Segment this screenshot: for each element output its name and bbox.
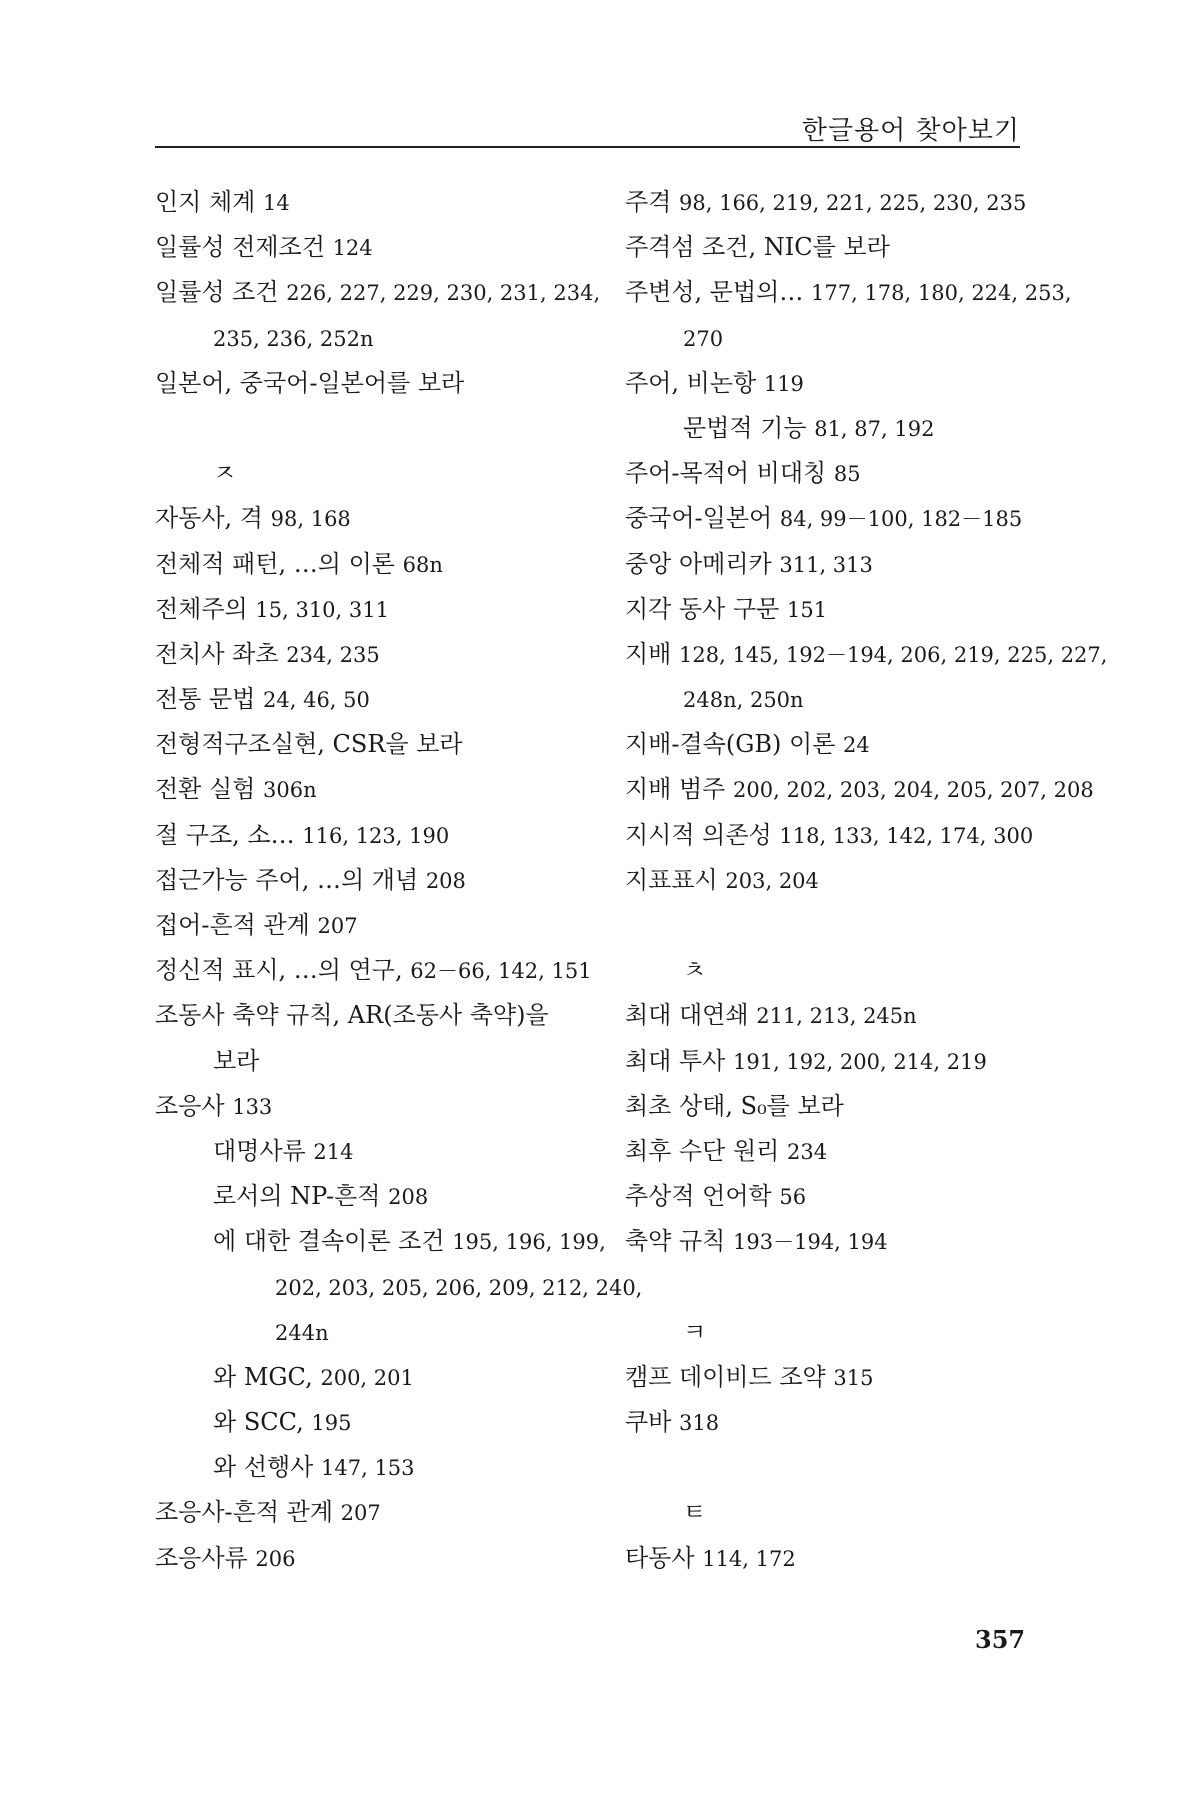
index-page-refs: 248n, 250n [683, 688, 804, 713]
index-entry [155, 1445, 595, 1490]
index-entry [155, 1490, 595, 1535]
index-page-refs: 24, 46, 50 [263, 688, 370, 713]
index-page-refs: 24 [843, 733, 870, 758]
index-term: 최초 상태, S₀를 보라 [625, 1091, 844, 1120]
index-term: 로서의 NP-흔적 [213, 1182, 381, 1211]
index-page-refs: 128, 145, 192－194, 206, 219, 225, 227, [679, 642, 1108, 667]
index-term: 문법적 기능 [683, 413, 807, 442]
index-page-refs: 244n [275, 1320, 329, 1345]
index-entry [155, 767, 595, 812]
index-term: 주격 [625, 188, 672, 216]
index-entry-continuation [625, 677, 1055, 722]
index-page-refs: 306n [263, 778, 317, 803]
index-page-refs: 207 [317, 914, 358, 938]
index-entry [155, 225, 595, 270]
index-entry [625, 1355, 1055, 1400]
index-term: 조응사-흔적 관계 [155, 1498, 334, 1527]
index-entry [625, 632, 1108, 677]
index-page-refs: 98, 168 [270, 507, 351, 532]
index-page-refs: 195 [311, 1411, 352, 1436]
index-term: 와 MGC, [213, 1362, 313, 1391]
index-entry [625, 406, 1055, 451]
index-term: 지표표시 [625, 865, 718, 894]
index-entry [625, 496, 1055, 541]
index-term: 추상적 언어학 [625, 1182, 772, 1211]
index-term: 보라 [213, 1046, 260, 1075]
index-term: 전환 실험 [155, 775, 256, 804]
index-entry-continuation [155, 316, 595, 361]
index-entry [625, 1174, 1055, 1219]
index-entry [625, 1400, 1055, 1445]
index-page-refs: 84, 99－100, 182－185 [779, 507, 1023, 532]
index-entry [155, 1400, 595, 1445]
index-entry [155, 1129, 595, 1174]
index-term: 접근가능 주어, …의 개념 [155, 865, 419, 894]
index-entry-continuation [625, 316, 1055, 361]
index-page-refs: 270 [683, 326, 724, 351]
index-term: 일률성 전제조건 [155, 233, 325, 262]
index-term: 지배 범주 [625, 775, 726, 804]
index-term: 주변성, 문법의… [625, 278, 804, 307]
index-entry [625, 1129, 1055, 1174]
index-entry-continuation [155, 1265, 643, 1310]
index-page-refs: 15, 310, 311 [255, 597, 389, 622]
index-entry-continuation [155, 1310, 595, 1355]
blank-line [625, 1445, 1055, 1490]
index-entry [155, 948, 595, 993]
index-entry [155, 1084, 595, 1129]
index-page-refs: 226, 227, 229, 230, 231, 234, [286, 281, 601, 306]
index-page-refs: 116, 123, 190 [302, 823, 450, 848]
section-letter: ㅈ [213, 459, 237, 488]
index-term: 일률성 조건 [155, 278, 279, 307]
index-entry [155, 903, 595, 948]
index-term: 지시적 의존성 [625, 820, 772, 849]
index-entry [155, 632, 595, 677]
index-page-refs: 208 [425, 868, 466, 893]
index-term: 전통 문법 [155, 685, 256, 714]
index-entry [155, 587, 595, 632]
header-rule [155, 146, 1020, 148]
index-term: 조응사류 [155, 1543, 248, 1572]
index-page-refs: 203, 204 [725, 868, 819, 893]
index-term: 와 SCC, [213, 1408, 304, 1437]
index-page-refs: 177, 178, 180, 224, 253, [811, 281, 1072, 306]
index-term: 정신적 표시, …의 연구, [155, 956, 403, 985]
index-term: 지배 [625, 639, 672, 668]
index-term: 주격섬 조건, NIC를 보라 [625, 233, 890, 262]
index-entry [155, 542, 595, 587]
index-page-refs: 191, 192, 200, 214, 219 [733, 1049, 987, 1074]
index-page-refs: 207 [340, 1501, 381, 1526]
index-page-refs: 98, 166, 219, 221, 225, 230, 235 [679, 191, 1027, 215]
index-term: 최대 대연쇄 [625, 1001, 749, 1030]
index-entry [625, 722, 1055, 767]
index-page-refs: 206 [255, 1546, 296, 1571]
index-page-refs: 118, 133, 142, 174, 300 [779, 823, 1034, 848]
index-page-refs: 133 [232, 1094, 273, 1119]
index-entry [625, 858, 1055, 903]
index-term: 접어-흔적 관계 [155, 911, 310, 939]
index-term: 축약 규칙 [625, 1227, 726, 1256]
index-page-refs: 311, 313 [779, 552, 873, 577]
index-entry [625, 1039, 1055, 1084]
index-term: 인지 체계 [155, 188, 256, 216]
index-entry [625, 270, 1072, 315]
index-page-refs: 200, 201 [320, 1365, 414, 1390]
index-entry [625, 361, 1055, 406]
index-term: 전체주의 [155, 594, 248, 623]
index-entry [625, 180, 1055, 225]
index-term: 중앙 아메리카 [625, 549, 772, 578]
index-entry [155, 813, 595, 858]
index-term: 주어, 비논항 [625, 368, 757, 397]
index-entry [155, 1174, 595, 1219]
index-entry [625, 1219, 1055, 1264]
index-entry [155, 677, 595, 722]
blank-line [625, 903, 1055, 948]
index-entry [625, 451, 1055, 496]
index-term: 자동사, 격 [155, 504, 263, 533]
index-page-refs: 14 [263, 191, 290, 215]
index-page-refs: 56 [779, 1185, 807, 1210]
index-term: 최후 수단 원리 [625, 1136, 780, 1165]
index-entry [625, 587, 1055, 632]
index-entry [155, 993, 595, 1038]
index-entry [625, 767, 1094, 812]
index-page-refs: 193－194, 194 [733, 1230, 888, 1255]
index-term: 타동사 [625, 1543, 695, 1572]
index-entry [625, 993, 1055, 1038]
section-letter: ㅌ [683, 1498, 707, 1527]
index-entry [155, 858, 595, 903]
index-term: 절 구조, 소… [155, 820, 295, 849]
index-term: 에 대한 결속이론 조건 [213, 1227, 445, 1256]
index-page-refs: 85 [833, 462, 861, 487]
index-entry [155, 496, 595, 541]
index-page-refs: 202, 203, 205, 206, 209, 212, 240, [275, 1275, 643, 1300]
index-term: 전체적 패턴, …의 이론 [155, 549, 395, 578]
index-entry [625, 1084, 1055, 1129]
index-term: 쿠바 [625, 1408, 672, 1437]
index-page-refs: 200, 202, 203, 204, 205, 207, 208 [733, 778, 1094, 803]
index-term: 지배-결속(GB) 이론 [625, 730, 836, 759]
index-entry [625, 813, 1055, 858]
blank-line [155, 406, 595, 451]
index-entry-continuation [155, 1039, 595, 1084]
index-term: 조동사 축약 규칙, AR(조동사 축약)을 [155, 1001, 549, 1030]
index-entry [625, 1536, 1055, 1581]
index-entry [155, 270, 601, 315]
index-term: 와 선행사 [213, 1453, 314, 1482]
index-page-refs: 68n [402, 552, 443, 577]
index-term: 조응사 [155, 1091, 225, 1120]
index-term: 캠프 데이비드 조약 [625, 1362, 826, 1391]
index-entry [625, 542, 1055, 587]
index-page-refs: 234 [787, 1139, 828, 1164]
index-page-refs: 208 [388, 1185, 429, 1210]
index-page-refs: 318 [679, 1411, 720, 1436]
section-letter: ㅊ [683, 956, 707, 985]
index-entry [625, 225, 1055, 270]
index-term: 일본어, 중국어-일본어를 보라 [155, 368, 465, 397]
index-entry [155, 1219, 606, 1264]
running-header-title: 한글용어 찾아보기 [801, 116, 1020, 146]
index-term: 전형적구조실현, CSR을 보라 [155, 730, 463, 759]
index-page-refs: 211, 213, 245n [756, 1004, 917, 1029]
index-entry [155, 1355, 595, 1400]
index-term: 대명사류 [213, 1136, 306, 1165]
index-page-refs: 234, 235 [286, 642, 380, 667]
index-page-refs: 214 [313, 1139, 354, 1164]
index-column-right [625, 180, 1108, 1581]
index-page-refs: 62－66, 142, 151 [410, 959, 592, 984]
index-column-left [155, 180, 643, 1581]
index-term: 최대 투사 [625, 1046, 726, 1075]
index-term: 주어-목적어 비대칭 [625, 459, 827, 488]
page-number: 357 [975, 1625, 1026, 1654]
index-entry [155, 361, 595, 406]
section-letter: ㅋ [683, 1317, 707, 1346]
index-page-refs: 114, 172 [702, 1546, 796, 1571]
index-term: 중국어-일본어 [625, 504, 773, 533]
index-page-refs: 235, 236, 252n [213, 326, 374, 351]
index-entry [155, 1536, 595, 1581]
blank-line [625, 1265, 1055, 1310]
index-page-refs: 81, 87, 192 [814, 416, 935, 441]
index-term: 전치사 좌초 [155, 639, 279, 668]
index-term: 지각 동사 구문 [625, 594, 780, 623]
index-page-refs: 315 [833, 1365, 874, 1390]
index-entry [155, 180, 595, 225]
index-entry [155, 722, 595, 767]
index-page-refs: 119 [763, 371, 804, 396]
index-page-refs: 124 [332, 236, 373, 261]
index-page-refs: 195, 196, 199, [452, 1230, 606, 1255]
index-page-refs: 147, 153 [321, 1456, 415, 1481]
index-page-refs: 151 [787, 597, 828, 622]
